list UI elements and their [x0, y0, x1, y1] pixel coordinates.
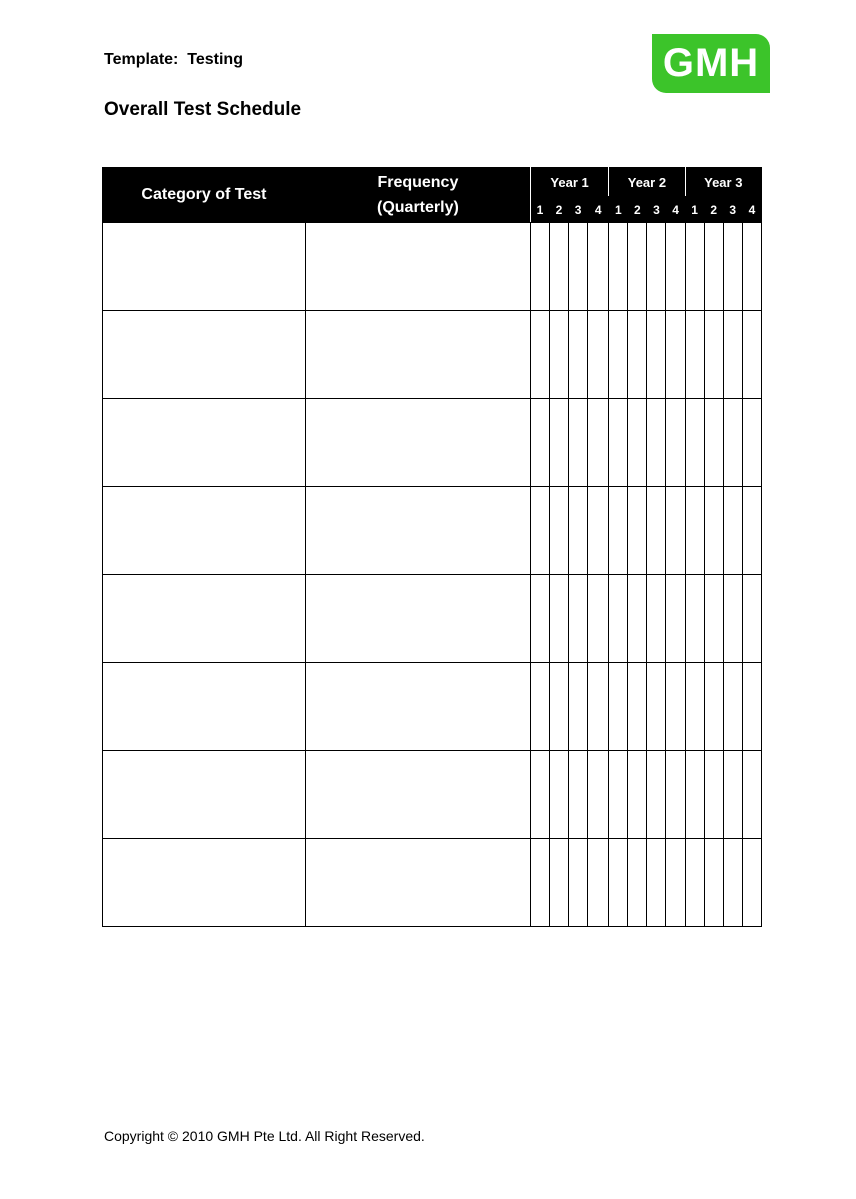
year-1-q1-cell[interactable] [530, 751, 549, 839]
category-cell[interactable] [103, 751, 306, 839]
year-2-q3-cell[interactable] [647, 311, 666, 399]
frequency-cell[interactable] [305, 575, 530, 663]
frequency-cell[interactable] [305, 399, 530, 487]
year-2-q2-cell[interactable] [628, 751, 647, 839]
year-2-q3-cell[interactable] [647, 223, 666, 311]
category-header: Category of Test [103, 168, 306, 223]
year-1-q1-cell[interactable] [530, 575, 549, 663]
year-3-q2-cell[interactable] [704, 663, 723, 751]
year-2-q2-cell[interactable] [628, 223, 647, 311]
year-2-header: Year 2 [609, 168, 685, 197]
year-2-q1-cell[interactable] [609, 839, 628, 927]
year-2-q1-cell[interactable] [609, 663, 628, 751]
year-3-q3-cell[interactable] [723, 399, 742, 487]
schedule-row [103, 575, 762, 663]
y2-q1-header: 1 [609, 197, 628, 223]
frequency-cell[interactable] [305, 839, 530, 927]
year-3-header: Year 3 [685, 168, 761, 197]
year-1-q3-cell[interactable] [569, 223, 588, 311]
year-2-q1-cell[interactable] [609, 311, 628, 399]
year-3-q3-cell[interactable] [723, 311, 742, 399]
frequency-header-line1: Frequency [377, 174, 459, 191]
year-3-q4-cell[interactable] [742, 311, 761, 399]
schedule-row [103, 311, 762, 399]
y2-q4-header: 4 [666, 197, 685, 223]
year-2-q2-cell[interactable] [628, 575, 647, 663]
year-1-q3-cell[interactable] [569, 663, 588, 751]
year-3-q4-cell[interactable] [742, 399, 761, 487]
year-1-header: Year 1 [530, 168, 608, 197]
year-1-q3-cell[interactable] [569, 575, 588, 663]
year-1-q1-cell[interactable] [530, 487, 549, 575]
frequency-cell[interactable] [305, 751, 530, 839]
year-3-q3-cell[interactable] [723, 839, 742, 927]
y1-q3-header: 3 [569, 197, 588, 223]
year-2-q2-cell[interactable] [628, 487, 647, 575]
year-3-q3-cell[interactable] [723, 575, 742, 663]
page-title: Overall Test Schedule [104, 99, 302, 120]
year-3-q4-cell[interactable] [742, 487, 761, 575]
year-1-q4-cell[interactable] [588, 223, 609, 311]
y1-q2-header: 2 [549, 197, 568, 223]
year-2-q1-cell[interactable] [609, 223, 628, 311]
year-3-q2-cell[interactable] [704, 311, 723, 399]
category-cell[interactable] [103, 663, 306, 751]
year-3-q1-cell[interactable] [685, 311, 704, 399]
category-cell[interactable] [103, 223, 306, 311]
year-1-q3-cell[interactable] [569, 311, 588, 399]
year-3-q2-cell[interactable] [704, 751, 723, 839]
year-3-q2-cell[interactable] [704, 487, 723, 575]
year-3-q4-cell[interactable] [742, 663, 761, 751]
schedule-row [103, 751, 762, 839]
year-1-q3-cell[interactable] [569, 399, 588, 487]
y3-q3-header: 3 [723, 197, 742, 223]
year-3-q4-cell[interactable] [742, 751, 761, 839]
y3-q1-header: 1 [685, 197, 704, 223]
year-3-q4-cell[interactable] [742, 839, 761, 927]
year-1-q4-cell[interactable] [588, 487, 609, 575]
year-2-q2-cell[interactable] [628, 839, 647, 927]
year-1-q4-cell[interactable] [588, 575, 609, 663]
category-cell[interactable] [103, 311, 306, 399]
year-2-q2-cell[interactable] [628, 399, 647, 487]
y2-q2-header: 2 [628, 197, 647, 223]
year-3-q1-cell[interactable] [685, 487, 704, 575]
category-cell[interactable] [103, 575, 306, 663]
year-3-q3-cell[interactable] [723, 663, 742, 751]
year-1-q3-cell[interactable] [569, 487, 588, 575]
year-2-q4-cell[interactable] [666, 839, 685, 927]
year-1-q3-cell[interactable] [569, 839, 588, 927]
year-3-q1-cell[interactable] [685, 223, 704, 311]
schedule-body [103, 223, 762, 927]
schedule-row [103, 223, 762, 311]
frequency-header [305, 168, 530, 223]
year-1-q2-cell[interactable] [549, 575, 568, 663]
year-2-q4-cell[interactable] [666, 311, 685, 399]
year-2-q4-cell[interactable] [666, 399, 685, 487]
year-1-q4-cell[interactable] [588, 839, 609, 927]
year-1-q2-cell[interactable] [549, 399, 568, 487]
year-2-q3-cell[interactable] [647, 751, 666, 839]
category-cell[interactable] [103, 839, 306, 927]
year-2-q3-cell[interactable] [647, 663, 666, 751]
frequency-cell[interactable] [305, 487, 530, 575]
year-1-q1-cell[interactable] [530, 223, 549, 311]
y3-q2-header: 2 [704, 197, 723, 223]
frequency-cell[interactable] [305, 223, 530, 311]
copyright-text: Copyright © 2010 GMH Pte Ltd. All Right Reserved. [104, 1128, 425, 1144]
y2-q3-header: 3 [647, 197, 666, 223]
year-1-q1-cell[interactable] [530, 663, 549, 751]
year-2-q4-cell[interactable] [666, 751, 685, 839]
year-3-q3-cell[interactable] [723, 223, 742, 311]
year-1-q4-cell[interactable] [588, 311, 609, 399]
year-3-q3-cell[interactable] [723, 487, 742, 575]
year-2-q1-cell[interactable] [609, 487, 628, 575]
year-1-q1-cell[interactable] [530, 311, 549, 399]
test-schedule-table [102, 167, 762, 927]
year-1-q4-cell[interactable] [588, 399, 609, 487]
year-2-q4-cell[interactable] [666, 663, 685, 751]
y1-q1-header: 1 [530, 197, 549, 223]
year-2-q3-cell[interactable] [647, 487, 666, 575]
year-2-q4-cell[interactable] [666, 575, 685, 663]
year-3-q1-cell[interactable] [685, 399, 704, 487]
year-2-q1-cell[interactable] [609, 751, 628, 839]
year-3-q2-cell[interactable] [704, 223, 723, 311]
year-2-q4-cell[interactable] [666, 223, 685, 311]
year-2-q1-cell[interactable] [609, 399, 628, 487]
category-cell[interactable] [103, 399, 306, 487]
schedule-row [103, 487, 762, 575]
frequency-cell[interactable] [305, 311, 530, 399]
schedule-row [103, 663, 762, 751]
year-1-q2-cell[interactable] [549, 311, 568, 399]
schedule-row [103, 399, 762, 487]
year-1-q1-cell[interactable] [530, 839, 549, 927]
frequency-header-line2: (Quarterly) [377, 199, 459, 216]
year-1-q2-cell[interactable] [549, 751, 568, 839]
year-1-q2-cell[interactable] [549, 487, 568, 575]
year-2-q2-cell[interactable] [628, 311, 647, 399]
y1-q4-header: 4 [588, 197, 609, 223]
year-1-q1-cell[interactable] [530, 399, 549, 487]
year-1-q2-cell[interactable] [549, 663, 568, 751]
year-3-q1-cell[interactable] [685, 751, 704, 839]
year-2-q1-cell[interactable] [609, 575, 628, 663]
year-1-q4-cell[interactable] [588, 663, 609, 751]
year-3-q2-cell[interactable] [704, 575, 723, 663]
year-3-q2-cell[interactable] [704, 399, 723, 487]
year-3-q1-cell[interactable] [685, 839, 704, 927]
year-1-q2-cell[interactable] [549, 223, 568, 311]
year-3-q1-cell[interactable] [685, 663, 704, 751]
year-1-q4-cell[interactable] [588, 751, 609, 839]
year-3-q2-cell[interactable] [704, 839, 723, 927]
y3-q4-header: 4 [742, 197, 761, 223]
frequency-cell[interactable] [305, 663, 530, 751]
gmh-logo: GMH [652, 34, 770, 93]
template-label: Template: Testing [104, 51, 243, 68]
year-1-q2-cell[interactable] [549, 839, 568, 927]
category-cell[interactable] [103, 487, 306, 575]
year-3-q4-cell[interactable] [742, 575, 761, 663]
year-1-q3-cell[interactable] [569, 751, 588, 839]
year-2-q4-cell[interactable] [666, 487, 685, 575]
schedule-row [103, 839, 762, 927]
year-3-q4-cell[interactable] [742, 223, 761, 311]
year-2-q3-cell[interactable] [647, 839, 666, 927]
year-3-q1-cell[interactable] [685, 575, 704, 663]
year-2-q2-cell[interactable] [628, 663, 647, 751]
year-2-q3-cell[interactable] [647, 399, 666, 487]
year-3-q3-cell[interactable] [723, 751, 742, 839]
year-2-q3-cell[interactable] [647, 575, 666, 663]
